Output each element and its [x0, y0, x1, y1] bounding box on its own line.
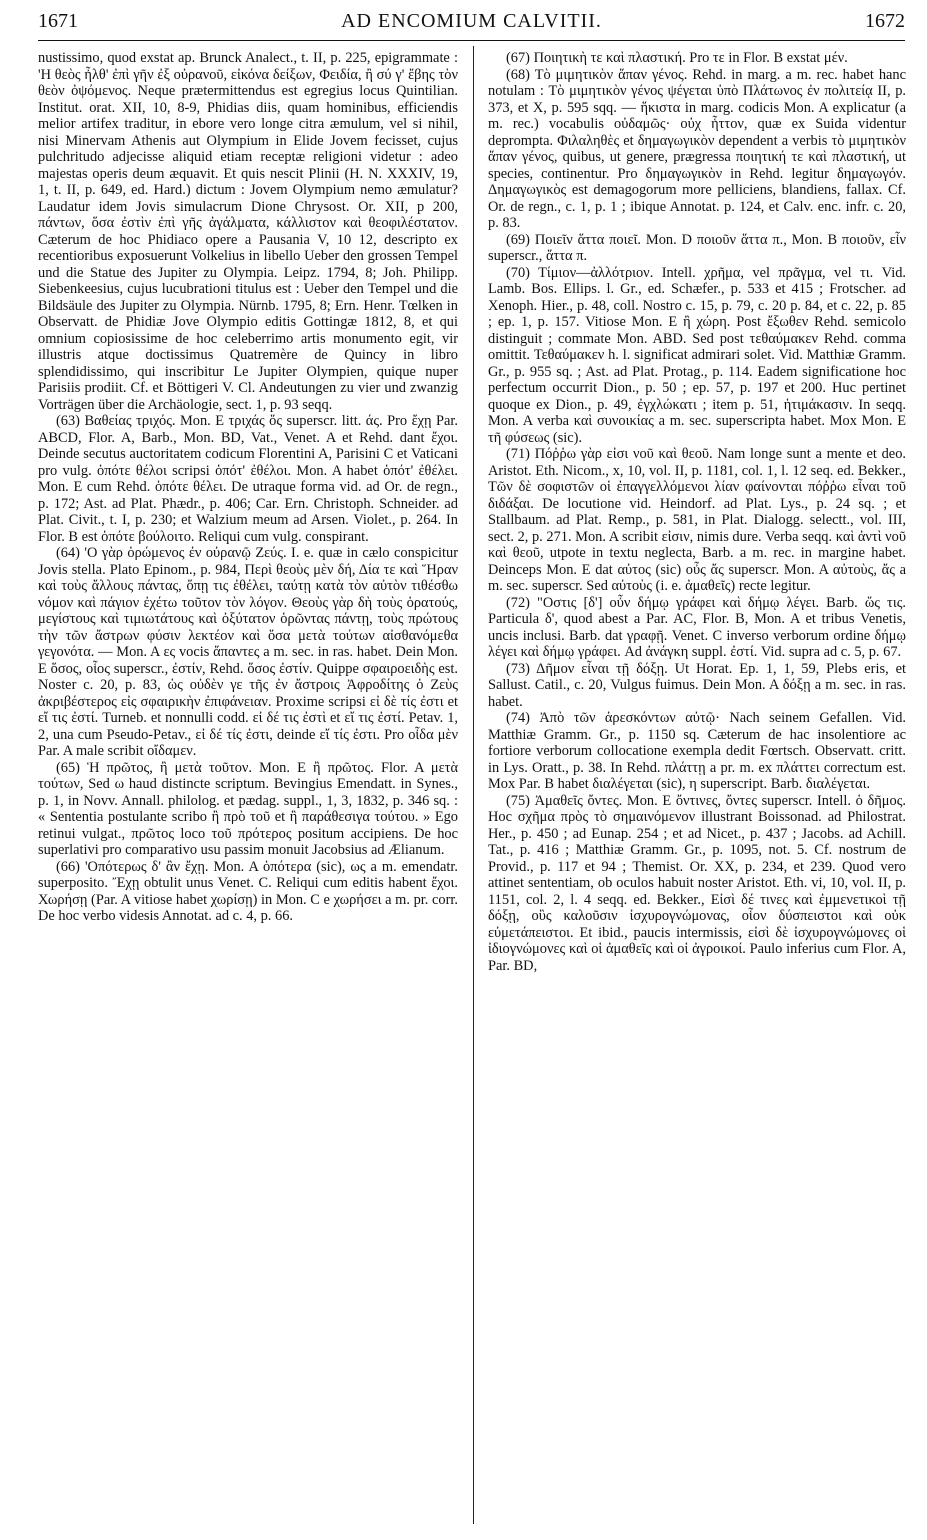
note-68: (68) Τὸ μιμητικὸν ἅπαν γένος. Rehd. in marg. a m. rec. habet hanc notulam : Τὸ μιμητικὸν γένος ψέγεται ὑπὸ Πλάτωνος ἐν πολιτείᾳ II, p. 373, et X, p. 595 sqq. — ἥκιστα in marg. codicis Mon. A explicatur (a m. rec.) vocabulis οὐδαμῶς· οὐχ ἧττον, quæ ex Suida videntur deprompta. Φιλαληθὲς et δημαγωγικὸν dependent a verbis τὸ μιμητικὸν ἅπαν γένος, quibus, ut genere, prægressa ποιητική τε καὶ πλαστική, ut species, continentur. Pro δημαγωγικὸν in Rehd. legitur δημαγωγόν. Δημαγωγικὸς est demagogorum more pelliciens, blandiens, fallax. Cf. Or. de regn., c. 1, p. 1 ; ibique Annotat. p. 124, et Calv. enc. infr. c. 20, p. 83.	[488, 66, 906, 231]
left-page-number: 1671	[38, 10, 78, 32]
note-74: (74) Ἀπὸ τῶν ἀρεσκόντων αὐτῷ· Nach seinem Gefallen. Vid. Matthiæ Gramm. Gr., p. 1150 sq. Cæterum de hac insolentiore ac fortiore verborum collocatione exempla dedit Fœrtsch. Observatt. critt. in Lys. Oratt., p. 38. In Rehd. πλάττῃ a pr. m. ex πλάττει correctum est. Mox Par. B habet διαλέγεται (sic), η superscript. Barb. διαλέγεται.	[488, 710, 906, 792]
note-70: (70) Τίμιον—ἀλλότριον. Intell. χρῆμα, vel πρᾶγμα, vel τι. Vid. Lamb. Bos. Ellips. l. Gr., ed. Schæfer., p. 533 et 415 ; Frotscher. ad Xenoph. Hier., p. 48, coll. Nostro c. 15, p. 79, c. 20 p. 84, et c. 22, p. 85 ; ep. 1, p. 157. Vitiose Mon. E ἢ χώρη. Post ἔξωθεν Rehd. semicolo distinguit ; commate Mon. ABD. Sed post τεθαύμακεν Rehd. comma omittit. Τεθαύμακεν h. l. significat admirari solet. Vid. Matthiæ Gramm. Gr., p. 955 sq. ; Ast. ad Plat. Protag., p. 114. Eadem significatione hoc perfectum occurrit Dion., p. 50 ; ep. 57, p. 197 et 200. Huc pertinet quoque ex Dion., p. 49, ἐγχλώκατι ; item p. 51, ἡτιμάκασιν. In seqq. Mon. A verba καὶ συνοικίας a m. sec. superscripta habet. Mox Mon. E τῆ φύσεως (sic).	[488, 264, 906, 446]
page-header	[38, 10, 905, 38]
note-69: (69) Ποιεῖν ἅττα ποιεῖ. Mon. D ποιοῦν ἅττα π., Mon. B ποιοῦν, εἶν superscr., ἅττα π.	[488, 231, 906, 264]
note-72: (72) "Οστις [δ'] οὖν δήμῳ γράφει καὶ δήμῳ λέγει. Barb. ὥς τις. Particula δ', quod abest a Par. AC, Flor. B, Mon. A et tribus Venetis, uncis inclusi. Barb. dat γραφῇ. Venet. C inverso verborum ordine δήμῳ λέγει καὶ δήμῳ γράφει. Ad ἀνάγκη suppl. ἐστί. Vid. supra ad c. 5, p. 67.	[488, 594, 906, 660]
note-73: (73) Δῆμον εἶναι τῇ δόξῃ. Ut Horat. Ep. 1, 1, 59, Plebs eris, et Sallust. Catil., c. 20, Vulgus fuimus. Dein Mon. A δόξῃ a m. sec. in ras. habet.	[488, 660, 906, 710]
left-column	[38, 50, 458, 1524]
note-63: (63) Βαθείας τριχός. Mon. E τριχάς ὅς superscr. litt. άς. Pro ἔχῃ Par. ABCD, Flor. A, Barb., Mon. BD, Vat., Venet. A et Rehd. dant ἔχοι. Deinde secutus auctoritatem codicum Florentini A, Parisini C et Vaticani pro vulg. ὁπότε θέλοι scripsi ὁπότ' ἐθέλοι. Mon. A habet ὁπότ' ἐθέλει. Mon. E cum Rehd. ὁπότε θέλει. De utraque forma vid. ad Or. de regn., p. 172; Ast. ad Plat. Phædr., p. 406; Car. Ern. Christoph. Schneider. ad Plat. Civit., t. I, p. 230; et Walzium meum ad Arsen. Violet., p. 264. In Flor. B est ὁπότε βούλοιτο. Reliqui cum vulg. conspirant.	[38, 413, 458, 545]
note-64: (64) 'Ο γὰρ ὁρώμενος ἐν οὐρανῷ Ζεύς. I. e. quæ in cælo conspicitur Jovis stella. Plato Epinom., p. 984, Περὶ θεοὺς μὲν δή, Δία τε καὶ Ἥραν καὶ τοὺς ἄλλους πάντας, ὅπῃ τις ἐθέλει, ταύτῃ κατὰ τὸν αὐτὸν τιθέσθω νόμον καὶ πάγιον ἐχέτω τοῦτον τὸν λόγον. Θεοὺς γὰρ δὴ τοὺς ὁρατούς, μεγίστους καὶ τιμιωτάτους καὶ ὀξύτατον ὁρῶντας πάντῃ, τοὺς πρώτους τὴν τῶν ἄστρων φύσιν λεκτέον καὶ ὅσα μετὰ τούτων αἰσθανόμεθα γεγονότα. — Mon. A ες vocis ἅπαντες a m. sec. in ras. habet. Dein Mon. E ὅσος, οἷος superscr., ἐστίν, Rehd. ὅσος ἐστίν. Quippe σφαιροειδὴς est. Noster c. 20, p. 83, ὡς οὐδὲν γε τῆς ἐν ἄστροις Ἀφροδίτης ὁ Ζεὺς ἀκριβέστερος εἰς σφαιρικὴν ἐπιφάνειαν. Proxime scripsi εἰ δὲ τίς ἐστι et εἴ τις ἐστί. Turneb. et nonnulli codd. εἰ δέ τις ἐστὶ et εἴ τις ἐστί. Petav. 1, 2, una cum Pseudo-Petav., εἰ δέ τίς ἐστι, deinde εἴ τίς ἐστι. Pro οἶδα μὲν Par. A male scribit οἴδαμεν.	[38, 545, 458, 759]
note-75: (75) Ἀμαθεῖς ὄντες. Mon. E ὄντινες, ὄντες superscr. Intell. ὁ δῆμος. Hoc σχῆμα πρὸς τὸ σημαινόμενον illustrant Boissonad. ad Philostrat. Her., p. 450 ; ad Eunap. 254 ; et ad Nicet., p. 437 ; Jacobs. ad Achill. Tat., p. 416 ; Matthiæ Gramm. Gr., p. 1095, not. 5. Cf. nostrum de Provid., p. 117 et 94 ; Themist. Or. XX, p. 234, et 239. Quod vero attinet sententiam, ob oculos habuit noster Aristot. Eth. vi, 10, vol. II, p. 1151, col. 2, l. 4 seqq. ed. Bekker., Εἰσὶ δέ τινες καὶ ἐμμενετικοὶ τῇ δόξῃ, οὓς καλοῦσιν ἰσχυρογνώμονας, οἷον δύσπειστοι καὶ οὐκ εὐμετάπειστοι. Et ibid., paucis intermissis, εἰσὶ δὲ ἰσχυρογνώμονες οἱ ἰδιογνώμονες καὶ οἱ ἀμαθεῖς καὶ οἱ ἀγροικοί. Paulo inferius cum Flor. A, Par. BD,	[488, 792, 906, 974]
column-divider	[473, 46, 474, 1524]
header-rule	[38, 40, 905, 41]
note-66: (66) 'Οπότερως δ' ἂν ἔχῃ. Mon. A ὁπότερα (sic), ως a m. emendatr. superposito. Ἔχῃ obtulit unus Venet. C. Reliqui cum editis habent ἔχοι. Χωρήσῃ (Par. A vitiose habet χωρίσῃ) in Mon. C e χωρήσει a m. pr. corr. De hoc verbo videsis Annotat. ad c. 4, p. 66.	[38, 858, 458, 924]
note-65: (65) Ἡ πρῶτος, ἢ μετὰ τοῦτον. Mon. E ἢ πρῶτος. Flor. A μετὰ τούτων, Sed ω haud distincte scriptum. Bevingius Emendatt. in Synes., p. 1, in Novv. Annall. philolog. et pædag. suppl., 1, 3, 1832, p. 346 sq. : « Sententia postulante scribo ἢ πρὸ τοῦ et ἢ παράθεσιγα τούτου. » Ego retinui vulgat., πρῶτος loco τοῦ πρότερος positum accipiens. De hoc superlativi pro comparativo usu passim monuit Jacobsius ad Ælianum.	[38, 759, 458, 858]
right-column	[488, 50, 906, 1524]
running-title: AD ENCOMIUM CALVITII.	[341, 10, 602, 32]
note-71: (71) Πόῤῥω γὰρ εἰσι νοῦ καὶ θεοῦ. Nam longe sunt a mente et deo. Aristot. Eth. Nicom., x, 10, vol. II, p. 1181, col. 1, l. 12 seq. ed. Bekker., Τῶν δὲ σοφιστῶν οἱ ἐπαγγελλόμενοι λίαν φαίνονται πόῤῥω εἶναι τοῦ διδάξαι. De locutione vid. Heindorf. ad Plat. Lys., p. 24 sq. ; et Stallbaum. ad Plat. Remp., p. 581, in Plat. Dialogg. selectt., vol. III, sect. 2, p. 271. Mon. A scribit εἰσιν, nimis dure. Verba seqq. καὶ ἀντὶ νοῦ καὶ θεοῦ, utpote in textu neglecta, Barb. a m. rec. in margine habet. Deinceps Mon. E dat αὐτος (sic) οὖς ἄς superscr. Mon. A αὐτοὺς, ἄς a m. sec. superscr. Sed αὐτοὺς (i. e. ἀμαθεῖς) recte legitur.	[488, 446, 906, 594]
note-67: (67) Ποιητικὴ τε καὶ πλαστική. Pro τε in Flor. B exstat μέν.	[506, 50, 848, 66]
right-page-number: 1672	[865, 10, 905, 32]
note-paragraph: nustissimo, quod exstat ap. Brunck Analect., t. II, p. 225, epigrammate : 'Η θεὸς ἦλθ' ἐπὶ γῆν ἐξ οὐρανοῦ, εἰκόνα δείξων, Φειδία, ἢ σύ γ' ἔβης τὸν θεὸν ὀψόμενος. Neque prætermittendus est egregius locus Quintilian. Institut. orat. XII, 10, 8-9, Phidias diis, quam hominibus, efficiendis melior artifex traditur, in ebore vero longe citra æmulum, vel si nihil, nisi Minervam Athenis aut Olympium in Elide Jovem fecisset, cujus pulchritudo adjecisse aliquid etiam receptæ religioni videtur : adeo majestas operis deum æquavit. Et quis nescit Plinii (H. N. XXXIV, 19, 1, t. II, p. 649, ed. Hard.) dictum : Jovem Olympium nemo æmulatur? Laudatur idem Jovis simulacrum Dione Chrysost. Or. XII, p 200, πάντων, ὅσα ἐστὶν ἐπὶ γῆς ἀγάλματα, κάλλιστον καὶ θεοφιλέστατον. Cæterum de hoc Phidiaco opere a Pausania V, 10 12, descripto ex recentioribus exposuerunt Volkelius in libello Ueber den grossen Tempel und die Statue des Jupiter zu Olympia. Leipz. 1794, 8; Joh. Philipp. Siebenkeesius, cujus lucubrationi titulus est : Ueber den Tempel und die Bildsäule des Jupiter zu Olympia. Nürnb. 1795, 8; Ern. Henr. Tœlken in Observatt. de Phidiæ Jove Olympio editis Gottingæ 1812, 8, et qui omnium copiosissime de hoc celeberrimo artis monumento egit, vir illustris atque doctissimus Quatremère de Quincy in libro splendidissimo, qui inscribitur Le Jupiter Olympien, quique nuper Parisiis prodiit. Cf. et Böttigeri V. Cl. Andeutungen zu vier und zwanzig Vorträgen über die Archäologie, sect. 1, p. 93 seqq.	[38, 50, 458, 413]
